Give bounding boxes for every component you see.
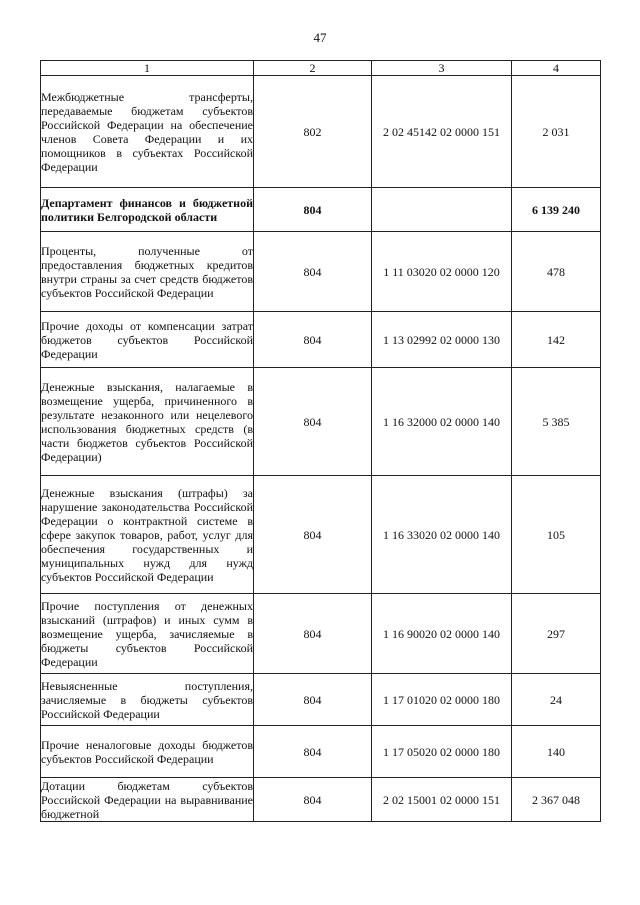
revenue-table bbox=[40, 60, 601, 822]
table-row bbox=[41, 76, 601, 188]
row-kbk-code bbox=[372, 188, 512, 232]
column-header-2: 2 bbox=[254, 61, 372, 76]
row-amount: 2 367 048 bbox=[512, 778, 601, 822]
row-description: Денежные взыскания, налагаемые в возмещение ущерба, причиненного в результате незаконного или нецелевого использования бюджетных средств (в части бюджетов субъектов Российской Федерации) bbox=[41, 368, 254, 476]
row-admin-code: 804 bbox=[254, 726, 372, 778]
row-admin-code: 804 bbox=[254, 188, 372, 232]
row-amount: 5 385 bbox=[512, 368, 601, 476]
table-row bbox=[41, 674, 601, 726]
row-admin-code: 804 bbox=[254, 312, 372, 368]
row-admin-code: 804 bbox=[254, 368, 372, 476]
table-header-row bbox=[41, 61, 601, 76]
row-admin-code: 804 bbox=[254, 232, 372, 312]
row-description: Дотации бюджетам субъектов Российской Федерации на выравнивание бюджетной bbox=[41, 778, 253, 821]
column-header-3: 3 bbox=[372, 61, 512, 76]
column-header-1: 1 bbox=[41, 61, 254, 76]
row-amount: 24 bbox=[512, 674, 601, 726]
row-admin-code: 804 bbox=[254, 476, 372, 594]
row-description: Прочие доходы от компенсации затрат бюджетов субъектов Российской Федерации bbox=[41, 312, 254, 368]
row-description: Денежные взыскания (штрафы) за нарушение законодательства Российской Федерации о контрактной системе в сфере закупок товаров, работ, услуг для обеспечения государственных и муниципальных нужд для нужд субъектов Российской Федерации bbox=[41, 476, 254, 594]
row-amount: 2 031 bbox=[512, 76, 601, 188]
row-amount: 140 bbox=[512, 726, 601, 778]
row-amount: 105 bbox=[512, 476, 601, 594]
table-row bbox=[41, 312, 601, 368]
row-admin-code: 804 bbox=[254, 778, 372, 822]
row-amount: 478 bbox=[512, 232, 601, 312]
row-kbk-code: 1 17 01020 02 0000 180 bbox=[372, 674, 512, 726]
table-row-department bbox=[41, 188, 601, 232]
table-row bbox=[41, 726, 601, 778]
row-kbk-code: 1 11 03020 02 0000 120 bbox=[372, 232, 512, 312]
row-amount: 297 bbox=[512, 594, 601, 674]
table-row bbox=[41, 476, 601, 594]
table-row bbox=[41, 778, 601, 822]
page-number: 47 bbox=[313, 30, 327, 45]
row-description: Прочие поступления от денежных взысканий (штрафов) и иных сумм в возмещение ущерба, зачисляемые в бюджеты субъектов Российской Федерации bbox=[41, 594, 254, 674]
row-kbk-code: 1 16 33020 02 0000 140 bbox=[372, 476, 512, 594]
row-amount: 6 139 240 bbox=[512, 188, 601, 232]
row-kbk-code: 2 02 15001 02 0000 151 bbox=[372, 778, 512, 822]
row-amount: 142 bbox=[512, 312, 601, 368]
table-row bbox=[41, 232, 601, 312]
row-description: Межбюджетные трансферты, передаваемые бюджетам субъектов Российской Федерации на обеспечение членов Совета Федерации и их помощников в субъектах Российской Федерации bbox=[41, 76, 254, 188]
row-kbk-code: 1 17 05020 02 0000 180 bbox=[372, 726, 512, 778]
table-row bbox=[41, 594, 601, 674]
row-admin-code: 802 bbox=[254, 76, 372, 188]
row-description: Проценты, полученные от предоставления бюджетных кредитов внутри страны за счет средств бюджетов субъектов Российской Федерации bbox=[41, 232, 254, 312]
row-admin-code: 804 bbox=[254, 674, 372, 726]
row-description: Прочие неналоговые доходы бюджетов субъектов Российской Федерации bbox=[41, 726, 254, 778]
row-admin-code: 804 bbox=[254, 594, 372, 674]
row-kbk-code: 1 16 32000 02 0000 140 bbox=[372, 368, 512, 476]
row-kbk-code: 1 16 90020 02 0000 140 bbox=[372, 594, 512, 674]
row-description: Департамент финансов и бюджетной политики Белгородской области bbox=[41, 188, 254, 232]
row-kbk-code: 1 13 02992 02 0000 130 bbox=[372, 312, 512, 368]
row-description: Невыясненные поступления, зачисляемые в бюджеты субъектов Российской Федерации bbox=[41, 674, 254, 726]
table-row bbox=[41, 368, 601, 476]
column-header-4: 4 bbox=[512, 61, 601, 76]
row-kbk-code: 2 02 45142 02 0000 151 bbox=[372, 76, 512, 188]
